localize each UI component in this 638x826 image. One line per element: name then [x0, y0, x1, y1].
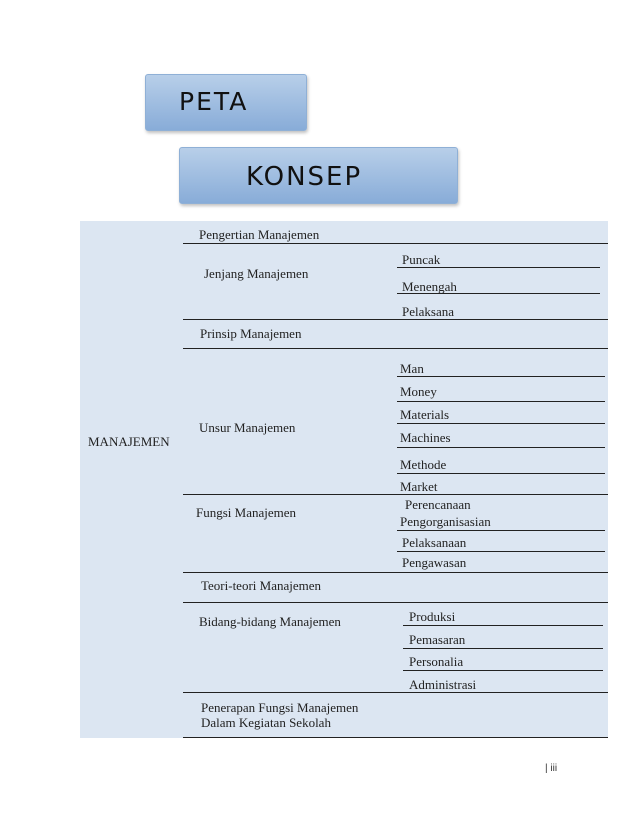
divider-line — [183, 572, 608, 573]
concept-map-panel — [80, 221, 608, 738]
topic-penerapan-line-1: Penerapan Fungsi Manajemen — [201, 700, 359, 715]
title-peta — [145, 74, 307, 131]
divider-line — [403, 625, 603, 626]
divider-line — [397, 447, 605, 448]
unsur-item-machines: Machines — [400, 430, 451, 445]
title-peta-text: PETA — [179, 87, 249, 116]
divider-line — [183, 348, 608, 349]
divider-line — [397, 551, 605, 552]
divider-line — [403, 648, 603, 649]
unsur-item-market: Market — [400, 479, 438, 494]
topic-prinsip: Prinsip Manajemen — [200, 326, 302, 341]
divider-line — [183, 737, 608, 738]
topic-fungsi: Fungsi Manajemen — [196, 505, 297, 520]
divider-line — [183, 243, 608, 244]
fungsi-item-pengorganisasian: Pengorganisasian — [400, 514, 491, 529]
topic-unsur: Unsur Manajemen — [199, 420, 296, 435]
unsur-item-materials: Materials — [400, 407, 450, 422]
bidang-item-pemasaran: Pemasaran — [409, 632, 466, 647]
divider-line — [397, 401, 605, 402]
jenjang-item-menengah: Menengah — [402, 279, 457, 294]
divider-line — [397, 293, 600, 294]
divider-line — [183, 494, 608, 495]
divider-line — [397, 267, 600, 268]
topic-bidang: Bidang-bidang Manajemen — [199, 614, 341, 629]
divider-line — [183, 319, 608, 320]
topic-jenjang: Jenjang Manajemen — [204, 266, 309, 281]
jenjang-item-puncak: Puncak — [402, 252, 441, 267]
fungsi-item-pelaksanaan: Pelaksanaan — [402, 535, 467, 550]
divider-line — [397, 376, 605, 377]
page-number: | iii — [545, 763, 558, 774]
unsur-item-money: Money — [400, 384, 437, 399]
root-manajemen: MANAJEMEN — [88, 434, 170, 449]
divider-line — [397, 473, 605, 474]
divider-line — [397, 423, 605, 424]
unsur-item-man: Man — [400, 361, 424, 376]
topic-penerapan-line-2: Dalam Kegiatan Sekolah — [201, 715, 331, 730]
fungsi-item-perencanaan: Perencanaan — [405, 497, 471, 512]
bidang-item-personalia: Personalia — [409, 654, 464, 669]
jenjang-item-pelaksana: Pelaksana — [402, 304, 454, 319]
divider-line — [183, 602, 608, 603]
title-konsep — [179, 147, 458, 204]
unsur-item-methode: Methode — [400, 457, 447, 472]
title-konsep-text: KONSEP — [246, 162, 363, 192]
topic-teori: Teori-teori Manajemen — [201, 578, 322, 593]
bidang-item-administrasi: Administrasi — [409, 677, 477, 692]
divider-line — [183, 692, 608, 693]
divider-line — [397, 530, 605, 531]
fungsi-item-pengawasan: Pengawasan — [402, 555, 467, 570]
divider-line — [403, 670, 603, 671]
bidang-item-produksi: Produksi — [409, 609, 456, 624]
topic-pengertian: Pengertian Manajemen — [199, 227, 320, 242]
